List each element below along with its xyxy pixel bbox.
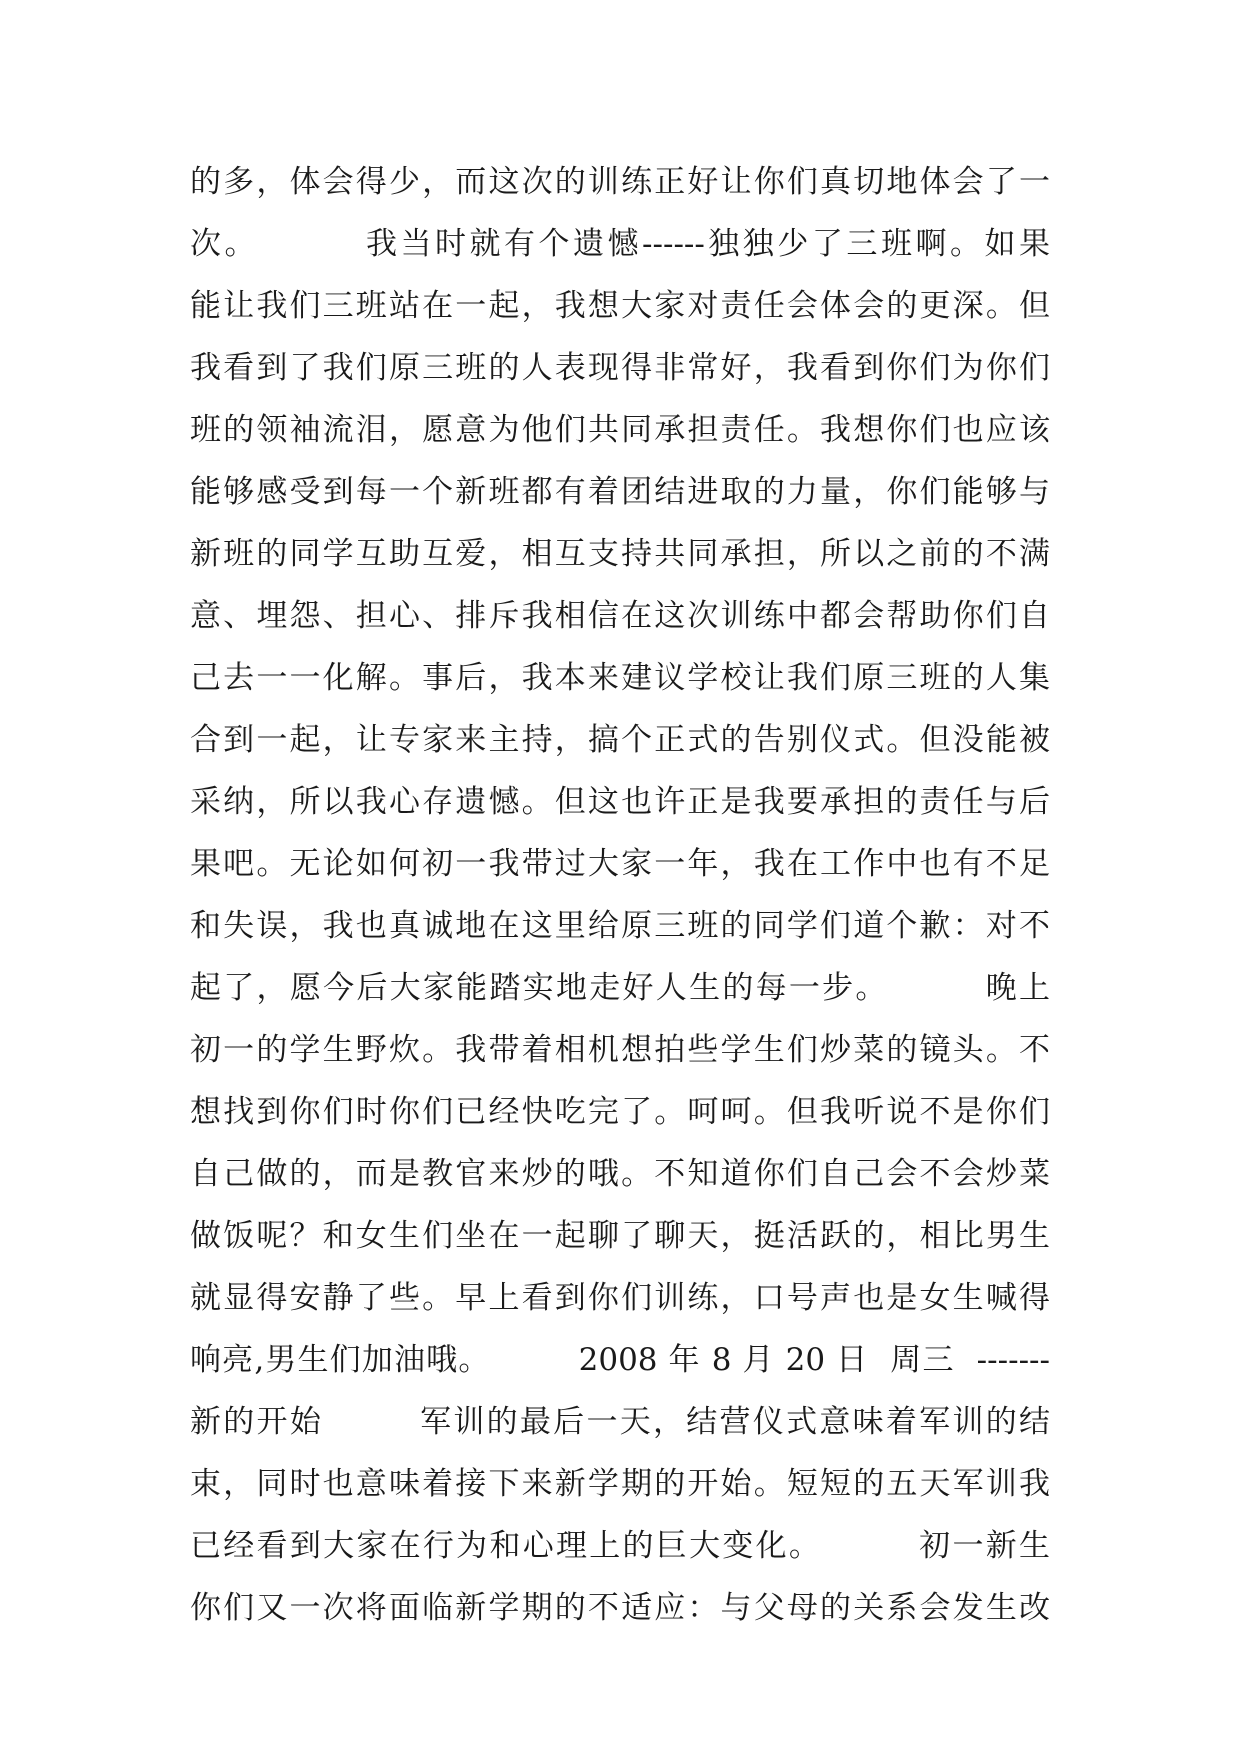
- text-line: 能让我们三班站在一起，我想大家对责任会体会的更深。但: [190, 288, 1050, 324]
- text-line: 班的领袖流泪，愿意为他们共同承担责任。我想你们也应该: [190, 412, 1050, 448]
- text-line: 想找到你们时你们已经快吃完了。呵呵。但我听说不是你们: [190, 1094, 1050, 1130]
- text-line: 自己做的，而是教官来炒的哦。不知道你们自己会不会炒菜: [190, 1156, 1050, 1192]
- text-line: 新班的同学互助互爱，相互支持共同承担，所以之前的不满: [190, 536, 1050, 572]
- text-line: 果吧。无论如何初一我带过大家一年，我在工作中也有不足: [190, 846, 1050, 882]
- text-line: 的多，体会得少，而这次的训练正好让你们真切地体会了一: [190, 164, 1050, 200]
- body-text: [190, 160, 1050, 1648]
- text-line: 能够感受到每一个新班都有着团结进取的力量，你们能够与: [190, 474, 1050, 510]
- text-line: 合到一起，让专家来主持，搞个正式的告别仪式。但没能被: [190, 722, 1050, 758]
- text-line: 和失误，我也真诚地在这里给原三班的同学们道个歉：对不: [190, 908, 1050, 944]
- text-line: 意、埋怨、担心、排斥我相信在这次训练中都会帮助你们自: [190, 598, 1050, 634]
- text-line: 响亮,男生们加油哦。 2008 年 8 月 20 日 周三 -------: [190, 1342, 1050, 1378]
- text-line: 已经看到大家在行为和心理上的巨大变化。 初一新生: [190, 1528, 1050, 1564]
- text-line: 采纳，所以我心存遗憾。但这也许正是我要承担的责任与后: [190, 784, 1050, 820]
- text-line: 初一的学生野炊。我带着相机想拍些学生们炒菜的镜头。不: [190, 1032, 1050, 1068]
- text-line: 你们又一次将面临新学期的不适应：与父母的关系会发生改: [190, 1590, 1050, 1626]
- text-line: 起了，愿今后大家能踏实地走好人生的每一步。 晚上: [190, 970, 1050, 1006]
- text-line: 做饭呢？和女生们坐在一起聊了聊天，挺活跃的，相比男生: [190, 1218, 1050, 1254]
- text-line: 己去一一化解。事后，我本来建议学校让我们原三班的人集: [190, 660, 1050, 696]
- text-line: 就显得安静了些。早上看到你们训练，口号声也是女生喊得: [190, 1280, 1050, 1316]
- text-line: 次。 我当时就有个遗憾------独独少了三班啊。如果: [190, 226, 1050, 262]
- text-line: 束，同时也意味着接下来新学期的开始。短短的五天军训我: [190, 1466, 1050, 1502]
- text-line: 新的开始 军训的最后一天，结营仪式意味着军训的结: [190, 1404, 1050, 1440]
- text-line: 我看到了我们原三班的人表现得非常好，我看到你们为你们: [190, 350, 1050, 386]
